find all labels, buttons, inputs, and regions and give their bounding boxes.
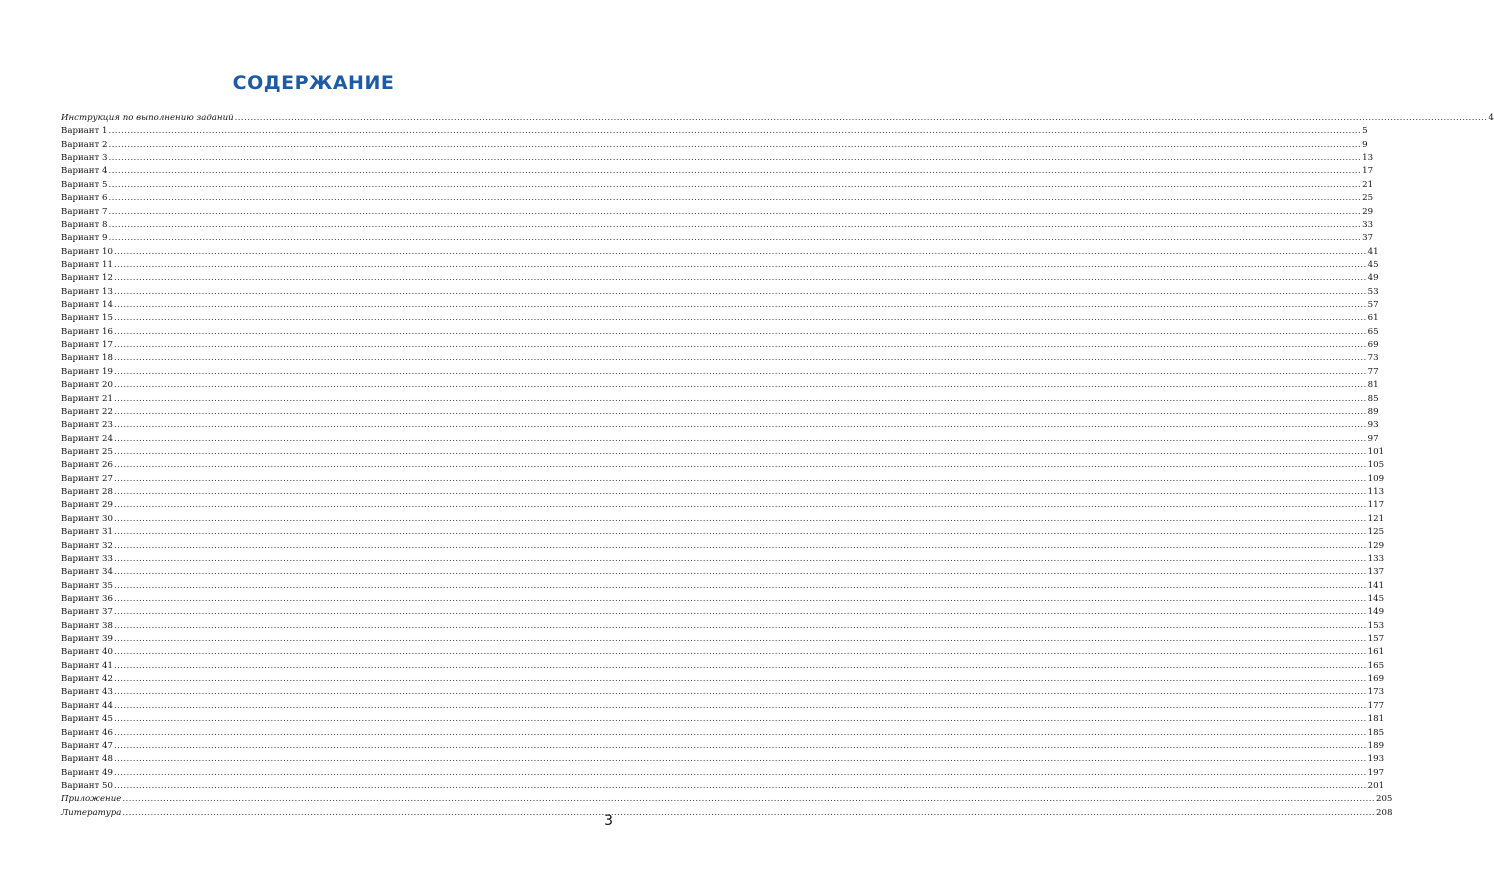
toc-dot-leader: ................................................................................................................................................................................................................................................................................................................................................................................................................ xyxy=(113,273,1367,284)
toc-entry-page: 57 xyxy=(1367,300,1379,311)
toc-entry-page: 105 xyxy=(1367,460,1385,471)
toc-dot-leader: ................................................................................................................................................................................................................................................................................................................................................................................................................ xyxy=(113,620,1367,631)
toc-entry-label: Приложение xyxy=(61,794,122,805)
toc-entry-page: 197 xyxy=(1367,767,1385,778)
toc-entry-label: Инструкция по выполнению заданий xyxy=(61,113,234,123)
toc-dot-leader: ................................................................................................................................................................................................................................................................................................................................................................................................................ xyxy=(108,179,1362,190)
toc-dot-leader: ................................................................................................................................................................................................................................................................................................................................................................................................................ xyxy=(113,460,1367,471)
toc-entry[interactable] xyxy=(61,379,1379,392)
toc-entry-label: Вариант 46 xyxy=(61,727,113,738)
toc-dot-leader: ................................................................................................................................................................................................................................................................................................................................................................................................................ xyxy=(113,380,1367,391)
toc-entry-page: 69 xyxy=(1367,340,1379,351)
toc-entry-label: Вариант 27 xyxy=(61,473,113,484)
toc-entry[interactable] xyxy=(61,339,1379,352)
toc-dot-leader: ................................................................................................................................................................................................................................................................................................................................................................................................................ xyxy=(113,527,1367,538)
toc-dot-leader: ................................................................................................................................................................................................................................................................................................................................................................................................................ xyxy=(108,193,1362,204)
toc-entry-label: Вариант 47 xyxy=(61,740,113,751)
toc-entry-page: 17 xyxy=(1362,166,1374,177)
toc-entry-label: Вариант 45 xyxy=(61,714,113,725)
toc-dot-leader: ................................................................................................................................................................................................................................................................................................................................................................................................................ xyxy=(234,113,1488,123)
toc-entry-page: 161 xyxy=(1367,647,1385,658)
toc-entry-page: 145 xyxy=(1367,593,1385,604)
toc-dot-leader: ................................................................................................................................................................................................................................................................................................................................................................................................................ xyxy=(113,674,1367,685)
toc-entry-label: Вариант 9 xyxy=(61,233,108,244)
toc-dot-leader: ................................................................................................................................................................................................................................................................................................................................................................................................................ xyxy=(113,500,1367,511)
toc-entry-page: 109 xyxy=(1367,473,1385,484)
toc-dot-leader: ................................................................................................................................................................................................................................................................................................................................................................................................................ xyxy=(113,754,1367,765)
toc-dot-leader: ................................................................................................................................................................................................................................................................................................................................................................................................................ xyxy=(108,233,1362,244)
toc-entry-page: 45 xyxy=(1367,259,1379,270)
toc-entry-page: 13 xyxy=(1362,153,1374,164)
toc-entry-page: 73 xyxy=(1367,353,1379,364)
toc-entry-label: Вариант 3 xyxy=(61,153,108,164)
toc-entry-page: 173 xyxy=(1367,687,1385,698)
toc-entry-page: 65 xyxy=(1367,326,1379,337)
toc-entry[interactable] xyxy=(61,646,1385,659)
toc-entry-page: 157 xyxy=(1367,634,1385,645)
toc-entry[interactable] xyxy=(61,713,1385,726)
toc-entry[interactable] xyxy=(61,366,1379,379)
toc-entry-label: Вариант 48 xyxy=(61,754,113,765)
toc-entry[interactable] xyxy=(61,633,1385,646)
toc-entry-label: Вариант 15 xyxy=(61,313,113,324)
toc-dot-leader: ................................................................................................................................................................................................................................................................................................................................................................................................................ xyxy=(113,540,1367,551)
toc-entry-page: 9 xyxy=(1362,139,1368,150)
toc-entry[interactable] xyxy=(61,526,1385,539)
toc-entry-page: 49 xyxy=(1367,273,1379,284)
toc-entry[interactable] xyxy=(61,165,1374,178)
toc-entry[interactable] xyxy=(61,299,1379,312)
toc-dot-leader: ................................................................................................................................................................................................................................................................................................................................................................................................................ xyxy=(108,139,1362,150)
toc-entry[interactable] xyxy=(61,473,1385,486)
toc-dot-leader: ................................................................................................................................................................................................................................................................................................................................................................................................................ xyxy=(113,700,1367,711)
toc-entry[interactable] xyxy=(61,606,1385,619)
toc-entry-label: Вариант 7 xyxy=(61,206,108,217)
toc-entry-label: Вариант 6 xyxy=(61,193,108,204)
toc-entry[interactable] xyxy=(61,486,1385,499)
toc-entry-label: Вариант 19 xyxy=(61,366,113,377)
toc-entry-label: Вариант 14 xyxy=(61,300,113,311)
toc-entry-label: Вариант 5 xyxy=(61,179,108,190)
toc-entry-label: Вариант 32 xyxy=(61,540,113,551)
toc-dot-leader: ................................................................................................................................................................................................................................................................................................................................................................................................................ xyxy=(113,714,1367,725)
toc-dot-leader: ................................................................................................................................................................................................................................................................................................................................................................................................................ xyxy=(113,567,1367,578)
toc-entry-page: 33 xyxy=(1362,219,1374,230)
toc-dot-leader: ................................................................................................................................................................................................................................................................................................................................................................................................................ xyxy=(113,259,1367,270)
toc-entry-page: 193 xyxy=(1367,754,1385,765)
toc-dot-leader: ................................................................................................................................................................................................................................................................................................................................................................................................................ xyxy=(113,420,1367,431)
toc-entry[interactable] xyxy=(61,219,1374,232)
toc-entry-label: Литература xyxy=(61,807,122,818)
toc-entry-label: Вариант 18 xyxy=(61,353,113,364)
toc-entry-label: Вариант 20 xyxy=(61,380,113,391)
toc-entry-label: Вариант 35 xyxy=(61,580,113,591)
toc-dot-leader: ................................................................................................................................................................................................................................................................................................................................................................................................................ xyxy=(113,580,1367,591)
toc-entry-label: Вариант 13 xyxy=(61,286,113,297)
toc-entry-label: Вариант 21 xyxy=(61,393,113,404)
toc-entry[interactable] xyxy=(61,125,1368,138)
toc-entry[interactable] xyxy=(61,152,1374,165)
toc-entry-label: Вариант 25 xyxy=(61,446,113,457)
toc-entry[interactable] xyxy=(61,406,1379,419)
toc-entry-label: Вариант 4 xyxy=(61,166,108,177)
toc-entry-label: Вариант 39 xyxy=(61,634,113,645)
toc-entry-label: Вариант 2 xyxy=(61,139,108,150)
toc-entry-label: Вариант 28 xyxy=(61,487,113,498)
toc-entry-page: 165 xyxy=(1367,660,1385,671)
toc-entry-label: Вариант 17 xyxy=(61,340,113,351)
toc-dot-leader: ................................................................................................................................................................................................................................................................................................................................................................................................................ xyxy=(113,607,1367,618)
toc-entry-page: 208 xyxy=(1376,807,1393,818)
toc-dot-leader: ................................................................................................................................................................................................................................................................................................................................................................................................................ xyxy=(108,166,1362,177)
toc-entry[interactable] xyxy=(61,393,1379,406)
toc-entry[interactable] xyxy=(61,660,1385,673)
toc-dot-leader: ................................................................................................................................................................................................................................................................................................................................................................................................................ xyxy=(108,153,1362,164)
toc-dot-leader: ................................................................................................................................................................................................................................................................................................................................................................................................................ xyxy=(113,406,1367,417)
toc-entry[interactable] xyxy=(61,139,1368,152)
toc-entry-label: Вариант 44 xyxy=(61,700,113,711)
toc-dot-leader: ................................................................................................................................................................................................................................................................................................................................................................................................................ xyxy=(113,340,1367,351)
toc-dot-leader: ................................................................................................................................................................................................................................................................................................................................................................................................................ xyxy=(113,286,1367,297)
toc-entry[interactable] xyxy=(61,807,1393,820)
toc-dot-leader: ................................................................................................................................................................................................................................................................................................................................................................................................................ xyxy=(113,740,1367,751)
toc-entry-page: 77 xyxy=(1367,366,1379,377)
toc-dot-leader: ................................................................................................................................................................................................................................................................................................................................................................................................................ xyxy=(113,727,1367,738)
toc-entry-page: 113 xyxy=(1367,487,1385,498)
toc-entry[interactable] xyxy=(61,700,1385,713)
toc-entry-label: Вариант 42 xyxy=(61,674,113,685)
toc-entry-label: Вариант 41 xyxy=(61,660,113,671)
toc-dot-leader: ................................................................................................................................................................................................................................................................................................................................................................................................................ xyxy=(113,326,1367,337)
toc-entry-label: Вариант 12 xyxy=(61,273,113,284)
toc-entry[interactable] xyxy=(61,499,1385,512)
toc-entry-page: 93 xyxy=(1367,420,1379,431)
toc-dot-leader: ................................................................................................................................................................................................................................................................................................................................................................................................................ xyxy=(113,393,1367,404)
toc-entry[interactable] xyxy=(61,232,1374,245)
toc-dot-leader: ................................................................................................................................................................................................................................................................................................................................................................................................................ xyxy=(122,807,1376,818)
toc-entry-page: 101 xyxy=(1367,446,1385,457)
toc-entry[interactable] xyxy=(61,793,1393,806)
toc-dot-leader: ................................................................................................................................................................................................................................................................................................................................................................................................................ xyxy=(113,513,1367,524)
toc-entry-label: Вариант 34 xyxy=(61,567,113,578)
toc-entry-page: 181 xyxy=(1367,714,1385,725)
toc-entry-page: 25 xyxy=(1362,193,1374,204)
toc-dot-leader: ................................................................................................................................................................................................................................................................................................................................................................................................................ xyxy=(113,634,1367,645)
toc-entry-page: 37 xyxy=(1362,233,1374,244)
toc-dot-leader: ................................................................................................................................................................................................................................................................................................................................................................................................................ xyxy=(113,660,1367,671)
toc-entry-label: Вариант 16 xyxy=(61,326,113,337)
toc-entry[interactable] xyxy=(61,620,1385,633)
toc-entry-label: Вариант 40 xyxy=(61,647,113,658)
toc-entry-label: Вариант 37 xyxy=(61,607,113,618)
toc-entry-page: 21 xyxy=(1362,179,1374,190)
toc-entry-page: 169 xyxy=(1367,674,1385,685)
toc-entry-page: 133 xyxy=(1367,553,1385,564)
toc-entry-label: Вариант 11 xyxy=(61,259,113,270)
toc-entry-page: 129 xyxy=(1367,540,1385,551)
toc-dot-leader: ................................................................................................................................................................................................................................................................................................................................................................................................................ xyxy=(108,206,1362,217)
toc-entry-label: Вариант 43 xyxy=(61,687,113,698)
toc-dot-leader: ................................................................................................................................................................................................................................................................................................................................................................................................................ xyxy=(113,767,1367,778)
toc-entry[interactable] xyxy=(61,419,1379,432)
toc-entry-label: Вариант 50 xyxy=(61,780,113,791)
toc-entry-label: Вариант 26 xyxy=(61,460,113,471)
toc-entry[interactable] xyxy=(61,272,1379,285)
toc-entry-label: Вариант 24 xyxy=(61,433,113,444)
toc-dot-leader: ................................................................................................................................................................................................................................................................................................................................................................................................................ xyxy=(113,246,1367,257)
toc-dot-leader: ................................................................................................................................................................................................................................................................................................................................................................................................................ xyxy=(113,366,1367,377)
toc-dot-leader: ................................................................................................................................................................................................................................................................................................................................................................................................................ xyxy=(113,487,1367,498)
toc-entry-page: 137 xyxy=(1367,567,1385,578)
toc-entry[interactable] xyxy=(61,553,1385,566)
toc-entry-label: Вариант 38 xyxy=(61,620,113,631)
toc-entry-page: 153 xyxy=(1367,620,1385,631)
toc-entry-page: 205 xyxy=(1376,794,1393,805)
page-number: 3 xyxy=(604,813,613,829)
toc-dot-leader: ................................................................................................................................................................................................................................................................................................................................................................................................................ xyxy=(113,780,1367,791)
toc-entry[interactable] xyxy=(61,580,1385,593)
toc-entry[interactable] xyxy=(61,727,1385,740)
toc-entry[interactable] xyxy=(61,246,1379,259)
toc-entry-page: 117 xyxy=(1367,500,1385,511)
toc-dot-leader: ................................................................................................................................................................................................................................................................................................................................................................................................................ xyxy=(113,553,1367,564)
toc-entry-label: Вариант 1 xyxy=(61,126,108,137)
toc-entry[interactable] xyxy=(61,179,1374,192)
toc-entry[interactable] xyxy=(61,206,1374,219)
toc-entry[interactable] xyxy=(61,286,1379,299)
toc-dot-leader: ................................................................................................................................................................................................................................................................................................................................................................................................................ xyxy=(113,353,1367,364)
toc-entry-page: 177 xyxy=(1367,700,1385,711)
toc-entry-page: 61 xyxy=(1367,313,1379,324)
toc-entry[interactable] xyxy=(61,753,1385,766)
toc-dot-leader: ................................................................................................................................................................................................................................................................................................................................................................................................................ xyxy=(113,313,1367,324)
toc-entry[interactable] xyxy=(61,513,1385,526)
toc-entry[interactable] xyxy=(61,767,1385,780)
toc-entry-page: 97 xyxy=(1367,433,1379,444)
toc-entry-page: 141 xyxy=(1367,580,1385,591)
table-of-contents xyxy=(61,112,1494,820)
toc-entry-page: 185 xyxy=(1367,727,1385,738)
toc-entry[interactable] xyxy=(61,433,1379,446)
toc-dot-leader: ................................................................................................................................................................................................................................................................................................................................................................................................................ xyxy=(113,300,1367,311)
toc-dot-leader: ................................................................................................................................................................................................................................................................................................................................................................................................................ xyxy=(113,473,1367,484)
toc-entry-page: 81 xyxy=(1367,380,1379,391)
toc-entry[interactable] xyxy=(61,540,1385,553)
toc-entry[interactable] xyxy=(61,593,1385,606)
toc-entry[interactable] xyxy=(61,566,1385,579)
toc-entry[interactable] xyxy=(61,312,1379,325)
toc-entry-page: 201 xyxy=(1367,780,1385,791)
toc-entry[interactable] xyxy=(61,326,1379,339)
toc-dot-leader: ................................................................................................................................................................................................................................................................................................................................................................................................................ xyxy=(108,126,1362,137)
toc-entry-page: 5 xyxy=(1362,126,1368,137)
toc-entry-label: Вариант 8 xyxy=(61,219,108,230)
toc-dot-leader: ................................................................................................................................................................................................................................................................................................................................................................................................................ xyxy=(113,446,1367,457)
toc-dot-leader: ................................................................................................................................................................................................................................................................................................................................................................................................................ xyxy=(113,687,1367,698)
toc-dot-leader: ................................................................................................................................................................................................................................................................................................................................................................................................................ xyxy=(122,794,1375,805)
toc-entry-page: 41 xyxy=(1367,246,1379,257)
toc-entry-label: Вариант 49 xyxy=(61,767,113,778)
toc-entry-label: Вариант 33 xyxy=(61,553,113,564)
toc-entry[interactable] xyxy=(61,686,1385,699)
toc-entry[interactable] xyxy=(61,192,1374,205)
toc-entry[interactable] xyxy=(61,352,1379,365)
toc-entry-label: Вариант 23 xyxy=(61,420,113,431)
toc-entry-label: Вариант 10 xyxy=(61,246,113,257)
page-title: СОДЕРЖАНИЕ xyxy=(232,72,395,94)
toc-entry-label: Вариант 30 xyxy=(61,513,113,524)
toc-entry[interactable] xyxy=(61,446,1385,459)
toc-entry[interactable] xyxy=(61,780,1385,793)
toc-entry-label: Вариант 29 xyxy=(61,500,113,511)
toc-entry[interactable] xyxy=(61,459,1385,472)
toc-entry-label: Вариант 22 xyxy=(61,406,113,417)
toc-entry-page: 89 xyxy=(1367,406,1379,417)
toc-entry[interactable] xyxy=(61,740,1385,753)
toc-dot-leader: ................................................................................................................................................................................................................................................................................................................................................................................................................ xyxy=(113,433,1367,444)
toc-entry-page: 4 xyxy=(1488,113,1494,123)
toc-entry-page: 125 xyxy=(1367,527,1385,538)
toc-entry-page: 29 xyxy=(1362,206,1374,217)
toc-entry-page: 85 xyxy=(1367,393,1379,404)
toc-entry-label: Вариант 31 xyxy=(61,527,113,538)
toc-dot-leader: ................................................................................................................................................................................................................................................................................................................................................................................................................ xyxy=(113,647,1367,658)
toc-entry[interactable] xyxy=(61,112,1494,125)
toc-entry-label: Вариант 36 xyxy=(61,593,113,604)
toc-entry-page: 149 xyxy=(1367,607,1385,618)
toc-entry-page: 189 xyxy=(1367,740,1385,751)
toc-entry-page: 53 xyxy=(1367,286,1379,297)
toc-dot-leader: ................................................................................................................................................................................................................................................................................................................................................................................................................ xyxy=(113,593,1367,604)
toc-entry[interactable] xyxy=(61,673,1385,686)
toc-dot-leader: ................................................................................................................................................................................................................................................................................................................................................................................................................ xyxy=(108,219,1362,230)
toc-entry-page: 121 xyxy=(1367,513,1385,524)
toc-entry[interactable] xyxy=(61,259,1379,272)
